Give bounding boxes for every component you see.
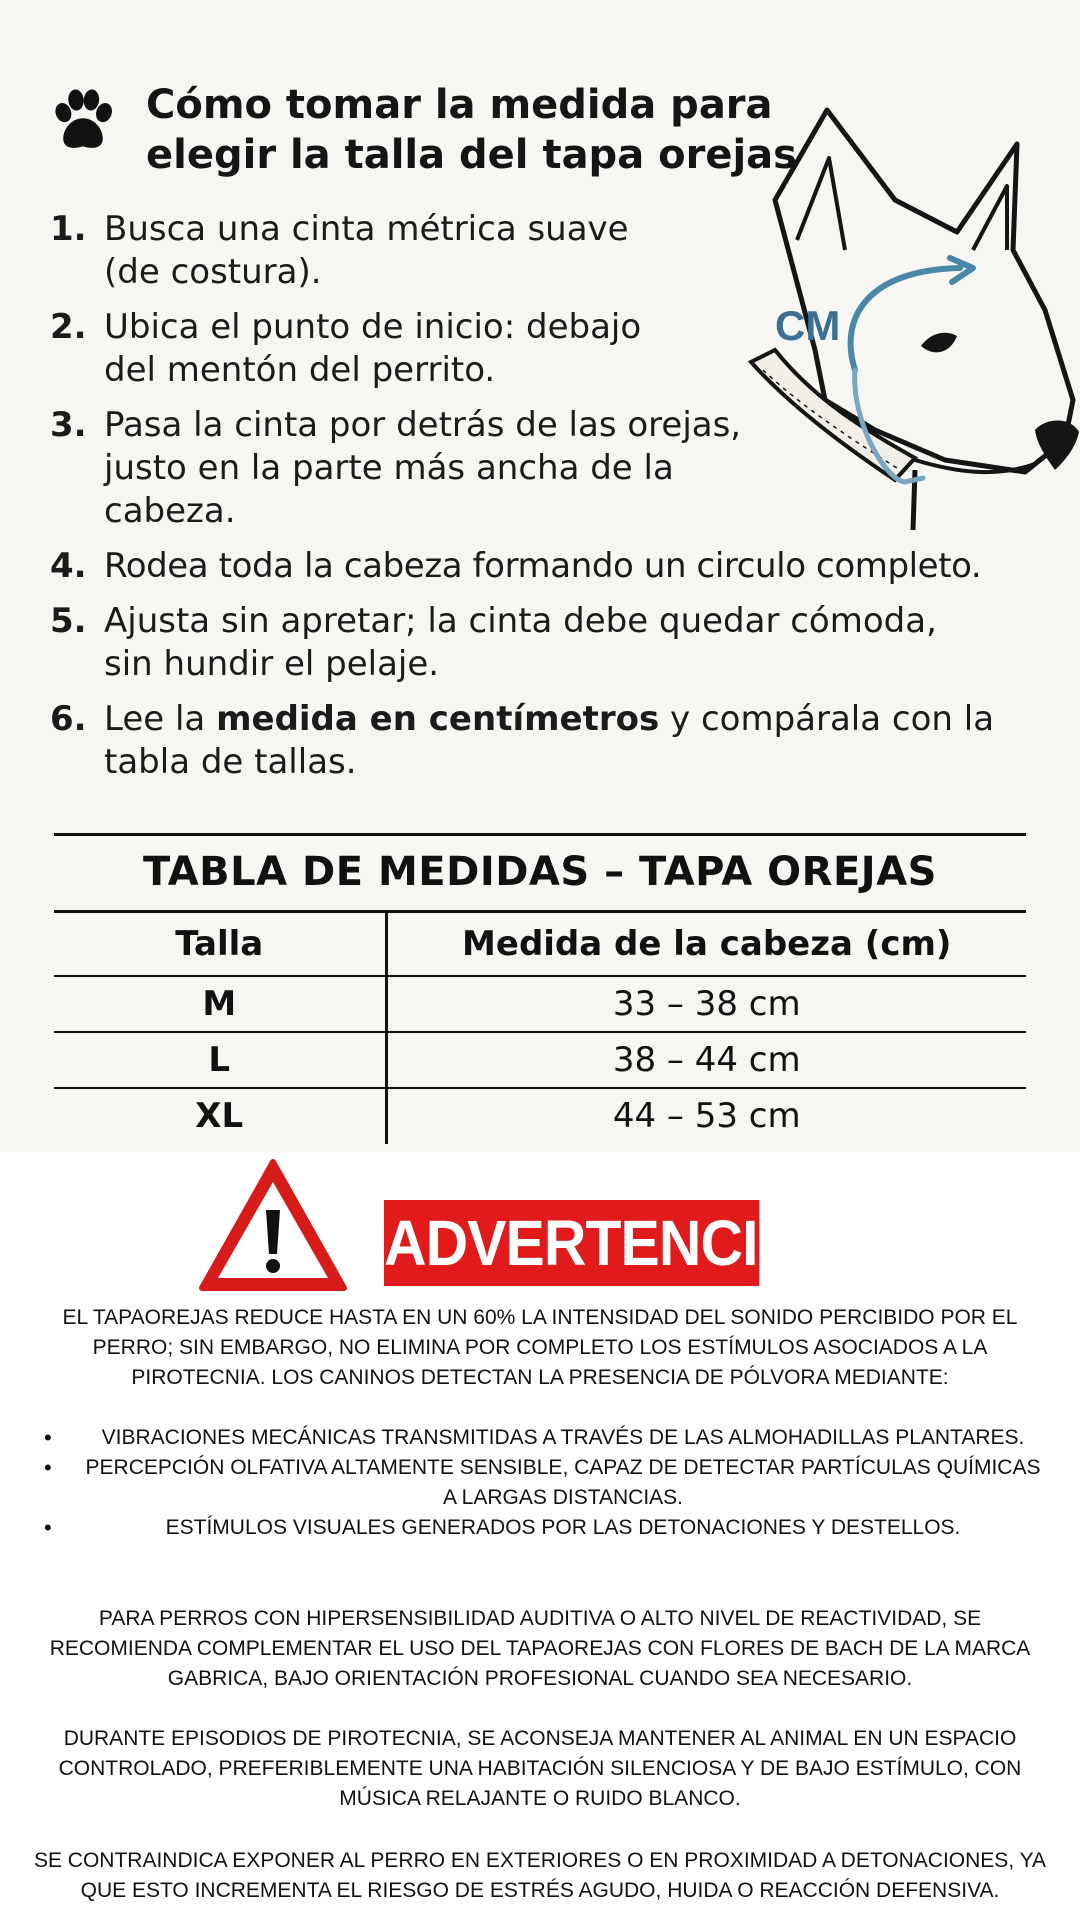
warning-paragraph: SE CONTRAINDICA EXPONER AL PERRO EN EXTERIORES O EN PROXIMIDAD A DETONACIONES, YA QUE ESTO INCREMENTA EL RIESGO DE ESTRÉS AGUDO, HUIDA O REACCIÓN DEFENSIVA. (33, 1849, 1047, 1902)
warning-triangle-icon (198, 1158, 348, 1293)
step-number: 3. (50, 405, 87, 445)
warning-header (198, 1158, 838, 1293)
warning-banner: ADVERTENCIA (384, 1200, 759, 1286)
step-number: 6. (50, 699, 87, 739)
step-text: Ubica el punto de inicio: debajo del mentón del perrito. (104, 307, 642, 390)
step-text-part: y compárala con la tabla de tallas. (104, 699, 995, 782)
size-table (54, 910, 1026, 1144)
step-text: Busca una cinta métrica suave (de costura). (104, 209, 629, 292)
dog-head-measure-icon (745, 100, 1080, 540)
list-item: • VIBRACIONES MECÁNICAS TRANSMITIDAS A TRAVÉS DE LAS ALMOHADILLAS PLANTARES. (38, 1423, 1048, 1453)
measure-cell: 33 – 38 cm (386, 976, 1026, 1032)
warning-paragraph: PARA PERROS CON HIPERSENSIBILIDAD AUDITIVA O ALTO NIVEL DE REACTIVIDAD, SE RECOMIENDA COMPLEMENTAR EL USO DEL TAPAOREJAS CON FLORES DE BACH DE LA MARCA GABRICA, BAJO ORIENTACIÓN PROFESIONAL CUANDO SEA NECESARIO. (49, 1607, 1031, 1690)
step-text: Rodea toda la cabeza formando un circulo completo. (104, 546, 982, 586)
step-text: Ajusta sin apretar; la cinta debe quedar cómoda, sin hundir el pelaje. (104, 601, 937, 684)
list-item: • ESTÍMULOS VISUALES GENERADOS POR LAS DETONACIONES Y DESTELLOS. (38, 1513, 1048, 1543)
warning-paragraph: DURANTE EPISODIOS DE PIROTECNIA, SE ACONSEJA MANTENER AL ANIMAL EN UN ESPACIO CONTROLADO, PREFERIBLEMENTE UNA HABITACIÓN SILENCIOSA Y DE BAJO ESTÍMULO, CON MÚSICA RELAJANTE O RUIDO BLANCO. (58, 1727, 1022, 1810)
column-header-size: Talla (54, 912, 386, 976)
step-item (50, 545, 1070, 588)
step-text-bold: medida en centímetros (216, 699, 660, 739)
paw-icon (48, 86, 118, 156)
step-text: Pasa la cinta por detrás de las orejas, justo en la parte más ancha de la cabeza. (104, 405, 742, 531)
table-row (54, 976, 1026, 1032)
size-cell: L (54, 1032, 386, 1088)
table-row (54, 1032, 1026, 1088)
table-row (54, 1088, 1026, 1144)
warning-intro: EL TAPAOREJAS REDUCE HASTA EN UN 60% LA INTENSIDAD DEL SONIDO PERCIBIDO POR EL PERRO; SIN EMBARGO, NO ELIMINA POR COMPLETO LOS ESTÍMULOS ASOCIADOS A LA PIROTECNIA. LOS CANINOS DETECTAN LA PRESENCIA DE PÓLVORA MEDIANTE: (62, 1306, 1018, 1389)
table-top-rule (54, 833, 1026, 836)
step-text (104, 698, 1004, 784)
size-cell: XL (54, 1088, 386, 1144)
warning-bullets (38, 1423, 1048, 1543)
cm-label: CM (775, 302, 841, 349)
guide-header (48, 80, 806, 180)
step-number: 2. (50, 307, 87, 347)
step-item (50, 698, 1070, 784)
step-number: 4. (50, 546, 87, 586)
step-text-part: Lee la (104, 699, 217, 739)
column-header-measure: Medida de la cabeza (cm) (386, 912, 1026, 976)
size-table-title: TABLA DE MEDIDAS – TAPA OREJAS (143, 849, 937, 895)
table-header-row (54, 912, 1026, 976)
measure-cell: 44 – 53 cm (612, 1096, 801, 1136)
step-number: 5. (50, 601, 87, 641)
step-number: 1. (50, 209, 87, 249)
list-item: • PERCEPCIÓN OLFATIVA ALTAMENTE SENSIBLE, CAPAZ DE DETECTAR PARTÍCULAS QUÍMICAS A LARGAS DISTANCIAS. (38, 1453, 1048, 1513)
page-title: Cómo tomar la medida para elegir la talla del tapa orejas (146, 82, 797, 178)
measure-cell: 38 – 44 cm (386, 1032, 1026, 1088)
step-item (50, 600, 1070, 686)
size-cell: M (54, 976, 386, 1032)
